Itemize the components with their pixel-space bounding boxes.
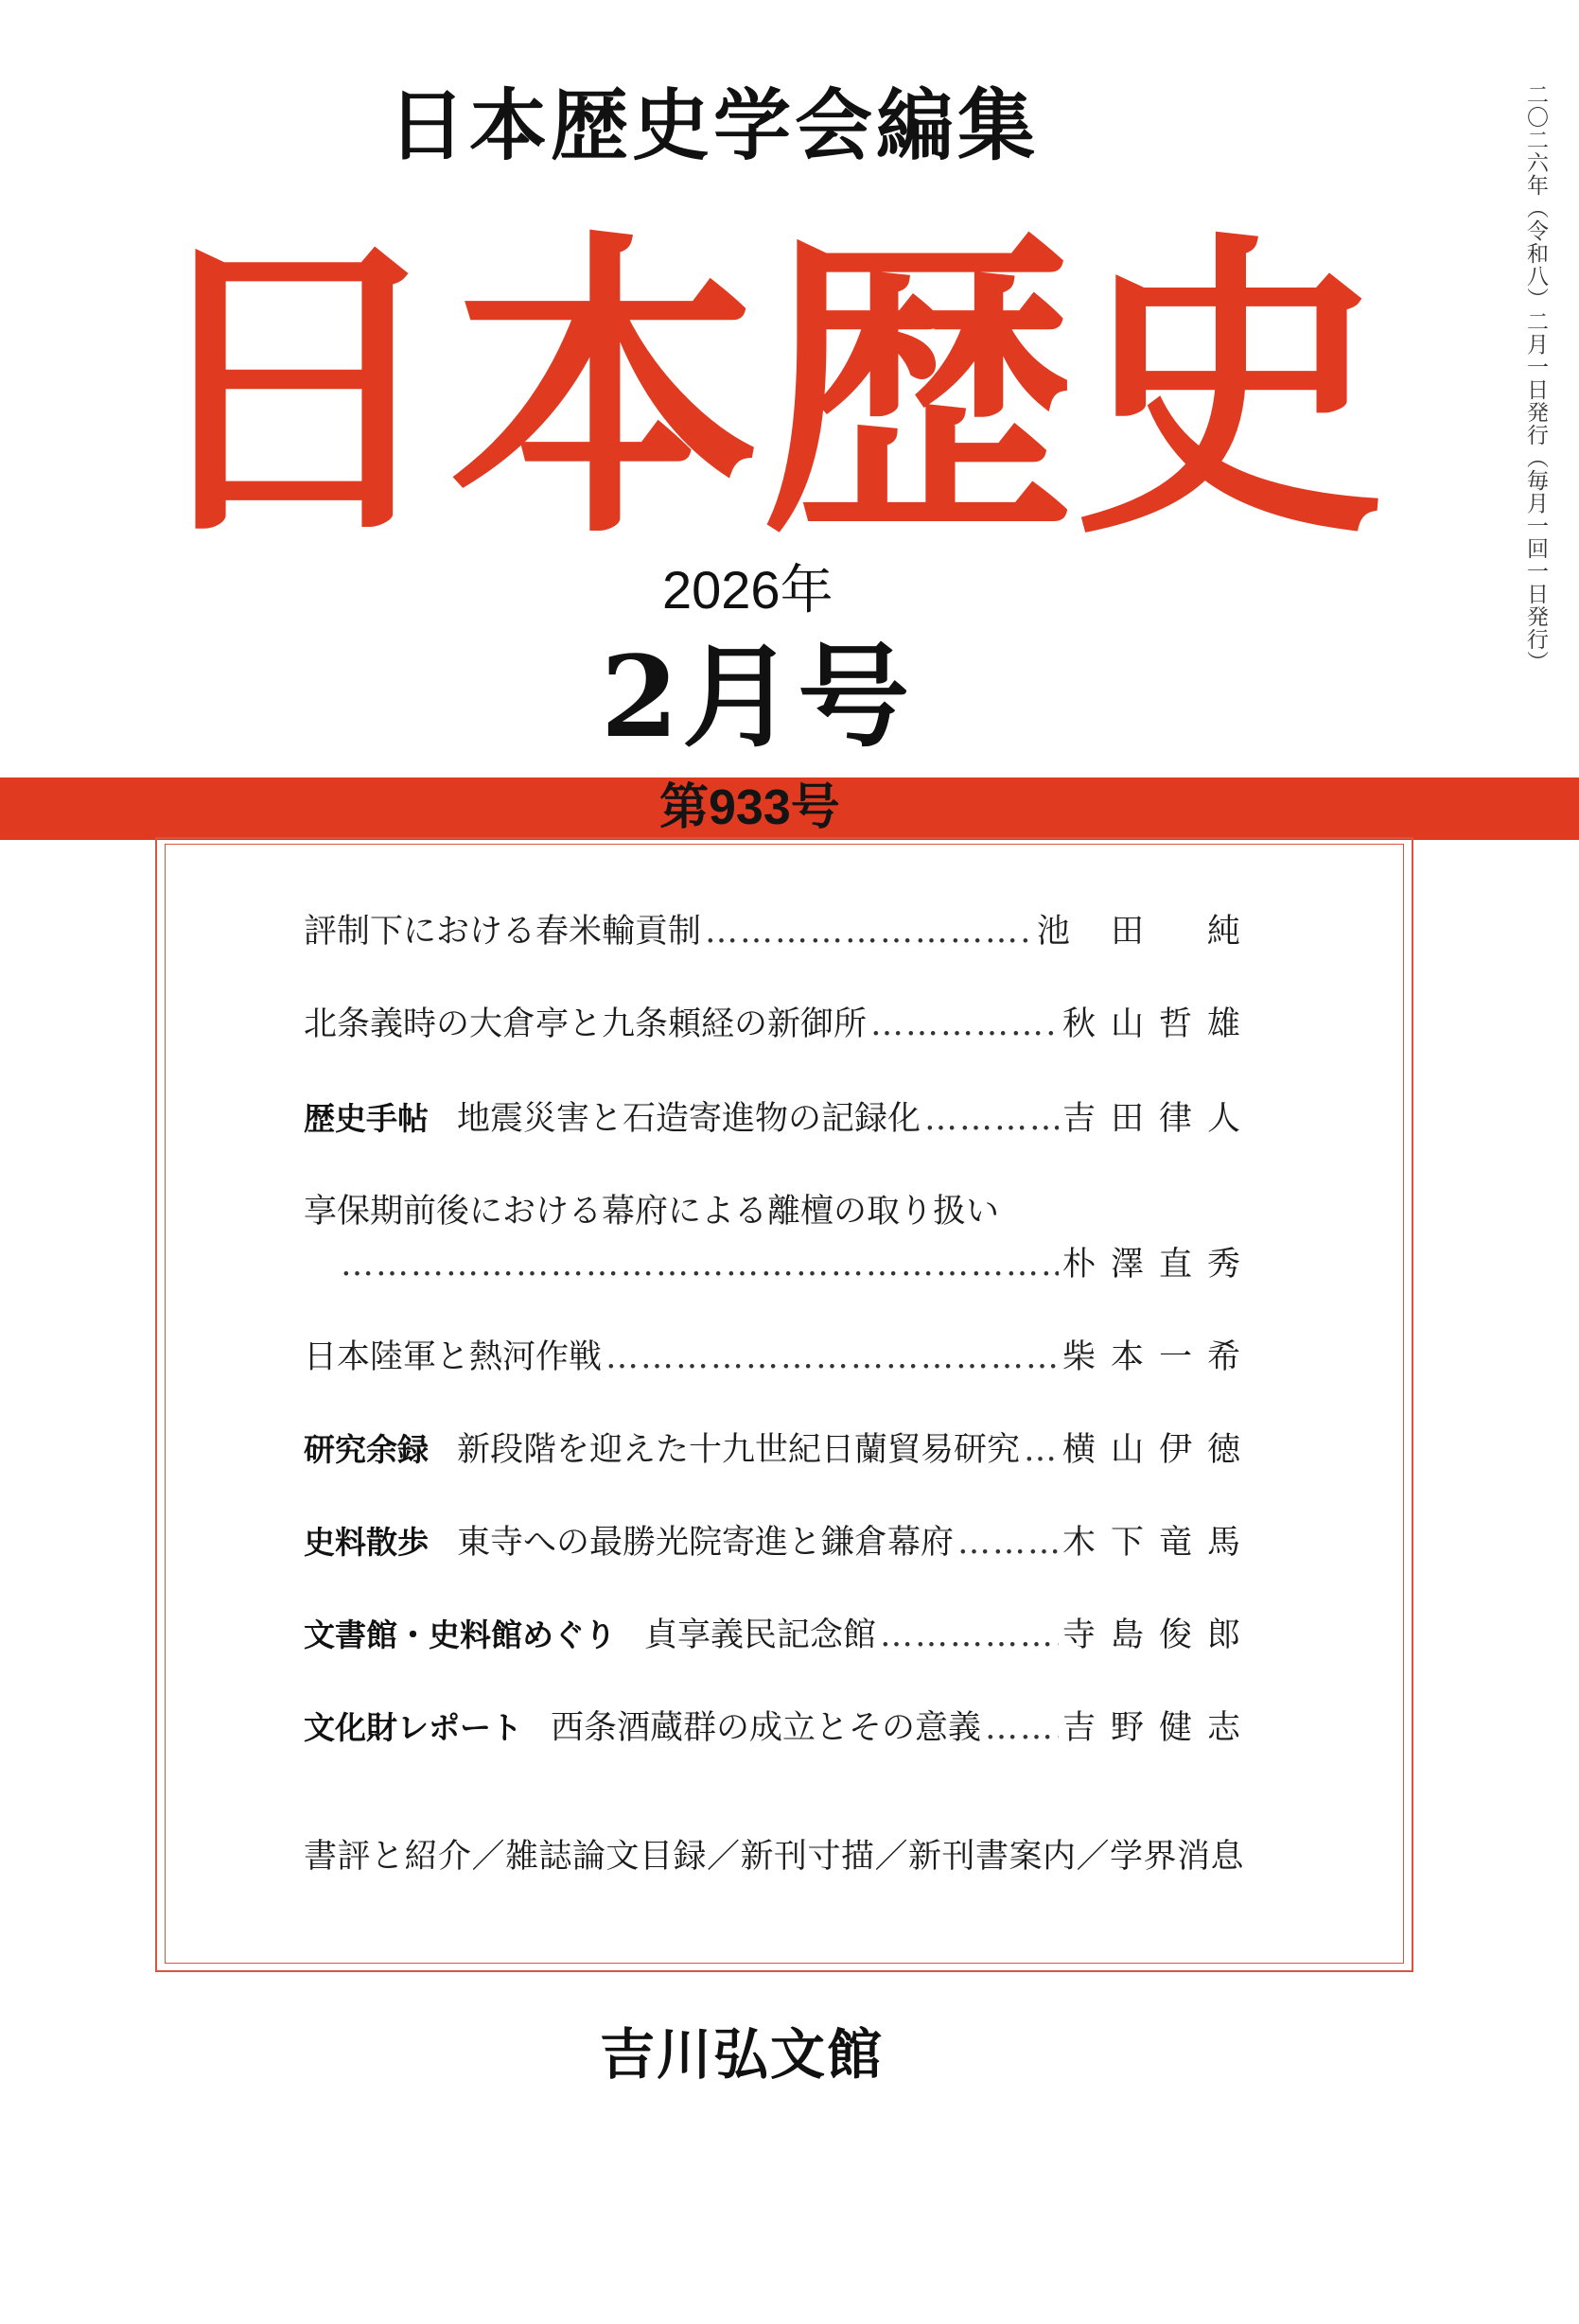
- toc-entry: [304, 1338, 1255, 1376]
- toc-entry: [304, 1193, 1240, 1231]
- masthead-text: 日本歴史: [137, 206, 1386, 547]
- toc-title: 貞享義民記念館: [644, 1616, 877, 1654]
- toc-entry-continuation: [341, 1246, 1255, 1284]
- toc-title: 西条酒蔵群の成立とその意義: [551, 1709, 982, 1747]
- issue-year: 2026年: [662, 560, 833, 620]
- toc-entry: [304, 1524, 1255, 1562]
- toc-entry: [304, 1616, 1255, 1654]
- toc-author: 横山伊徳: [1061, 1431, 1255, 1469]
- masthead-title: [132, 206, 1391, 547]
- toc-title: 北条義時の大倉亭と九条頼経の新御所: [304, 1005, 868, 1043]
- toc-entry: [304, 1005, 1255, 1043]
- issue-month: 2月号: [601, 631, 914, 762]
- toc-leader: [605, 1341, 1059, 1374]
- toc-leader: [1024, 1434, 1059, 1467]
- toc-entry: [304, 913, 1255, 951]
- toc-author: 寺島俊郎: [1061, 1616, 1255, 1654]
- toc-leader: [341, 1249, 1059, 1282]
- toc-leader: [924, 1103, 1059, 1136]
- toc-footer: 書評と紹介／雑誌論文目録／新刊寸描／新刊書案内／学界消息: [304, 1838, 1245, 1876]
- toc-entry: [304, 1431, 1255, 1469]
- toc-tag: 歴史手帖: [304, 1100, 429, 1137]
- toc-tag: 研究余録: [304, 1431, 429, 1468]
- toc-title: 地震災害と石造寄進物の記録化: [457, 1100, 921, 1138]
- toc-author: 吉田律人: [1061, 1100, 1255, 1138]
- toc-leader: [957, 1527, 1059, 1560]
- toc-leader: [985, 1712, 1059, 1745]
- toc-title: 評制下における春米輸貢制: [304, 913, 702, 951]
- toc-author: 秋山哲雄: [1061, 1005, 1255, 1043]
- toc-title: 日本陸軍と熱河作戦: [304, 1338, 603, 1376]
- toc-leader: [880, 1619, 1059, 1652]
- toc-title: 新段階を迎えた十九世紀日蘭貿易研究: [457, 1431, 1021, 1469]
- toc-author: 木下竜馬: [1061, 1524, 1255, 1562]
- toc-title: 享保期前後における幕府による離檀の取り扱い: [304, 1193, 1000, 1231]
- toc-author: 朴澤直秀: [1061, 1246, 1255, 1284]
- toc-leader: [705, 916, 1033, 949]
- toc-entry: [304, 1100, 1255, 1138]
- toc-author: 柴本一希: [1061, 1338, 1255, 1376]
- toc-title: 東寺への最勝光院寄進と鎌倉幕府: [457, 1524, 955, 1562]
- toc-tag: 史料散歩: [304, 1524, 429, 1561]
- toc-entry: [304, 1709, 1255, 1747]
- toc-author: 池 田 純: [1036, 913, 1255, 951]
- toc-leader: [870, 1008, 1059, 1041]
- publication-note: 二〇二六年（令和八）二月一日発行（毎月一回一日発行）: [1523, 83, 1548, 673]
- toc-tag: 文書館・史料館めぐり: [304, 1616, 616, 1653]
- toc-tag: 文化財レポート: [304, 1709, 522, 1746]
- editor-credit: 日本歴史学会編集: [388, 80, 1040, 171]
- toc-author: 吉野健志: [1061, 1709, 1255, 1747]
- issue-number: 第933号: [659, 780, 840, 835]
- publisher-name: 吉川弘文館: [600, 2022, 885, 2087]
